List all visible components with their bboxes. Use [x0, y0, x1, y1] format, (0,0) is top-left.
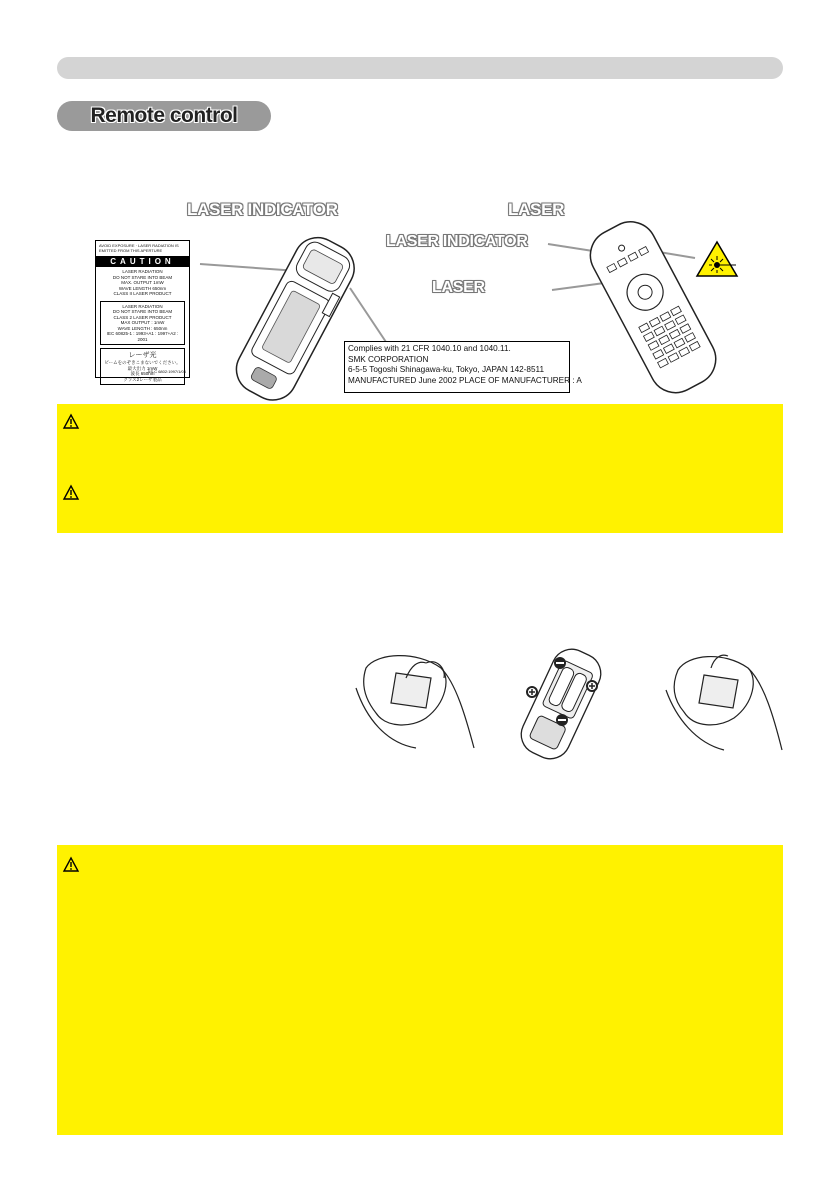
section-title: Remote control — [90, 104, 238, 127]
caution-box-line: CLASS 2 LASER PRODUCT — [113, 314, 172, 320]
caution-line: CLASS II LASER PRODUCT — [113, 291, 172, 296]
caution-line: MAX. OUTPUT 1mW — [121, 280, 164, 285]
compliance-line: MANUFACTURED June 2002 PLACE OF MANUFACTURER : A — [348, 375, 582, 385]
battery-step-3-illustration — [666, 648, 784, 753]
caution-box-line: LASER RADIATION — [122, 303, 163, 309]
section-title-pill — [57, 101, 271, 131]
caution-sticker-header: AVOID EXPOSURE · LASER RADIATION IS EMITTED FROM THIS APERTURE — [99, 243, 179, 253]
laser-label-side: LASER — [432, 279, 485, 296]
caution-sticker-box — [100, 301, 185, 346]
battery-step-1-illustration — [356, 648, 476, 753]
caution-sticker-title: CAUTION — [96, 256, 189, 267]
caution-sticker — [95, 240, 190, 382]
caution-sticker-lines — [96, 268, 189, 298]
caution-jp-line: 波長 650nm — [130, 371, 155, 376]
caution-jp-line: クラス2レーザ製品 — [123, 376, 162, 382]
compliance-line: 6-5-5 Togoshi Shinagawa-ku, Tokyo, JAPAN 142-8511 — [348, 365, 545, 374]
warning-triangle-icon — [63, 414, 79, 429]
caution-box-line: IEC 60825-1 : 1993+A1 : 1997+A2 : 2001 — [106, 331, 179, 342]
remote-front-illustration — [540, 230, 790, 395]
caution-jp-title: レーザ光 — [128, 352, 157, 359]
caution-sticker-footer: JIS C 6802:1997/1/06 — [147, 369, 186, 374]
caution-line: LASER RADIATION — [122, 269, 163, 274]
laser-indicator-label-top: LASER INDICATOR — [187, 200, 338, 219]
caution-jp-line: 最大出力 1mW — [127, 365, 158, 371]
warning-triangle-icon — [63, 485, 79, 500]
laser-label-top: LASER — [508, 200, 565, 219]
caution-jp-line: ビームをのぞきこまないでください。 — [104, 360, 181, 365]
compliance-label — [344, 341, 582, 393]
caution-box-line: DO NOT STARE INTO BEAM — [112, 309, 173, 314]
laser-indicator-label-side: LASER INDICATOR — [386, 233, 528, 250]
caution-line: DO NOT STARE INTO BEAM — [112, 274, 173, 280]
caution-box-line: WAVE LENGTH : 650nm — [117, 325, 168, 331]
top-header-bar — [57, 57, 783, 79]
warning-triangle-icon — [63, 857, 79, 872]
battery-step-2-illustration — [506, 648, 616, 760]
warning-box-battery — [57, 845, 783, 1135]
caution-box-line: MAX OUTPUT : 1mW — [120, 320, 165, 325]
warning-box-laser — [57, 404, 783, 533]
caution-line: WAVE LENGTH 650nm — [118, 285, 167, 291]
laser-hazard-icon — [697, 242, 737, 276]
compliance-line: Complies with 21 CFR 1040.10 and 1040.11. — [348, 344, 511, 353]
compliance-line: SMK CORPORATION — [348, 354, 429, 364]
caution-sticker-jp-box — [100, 348, 185, 385]
